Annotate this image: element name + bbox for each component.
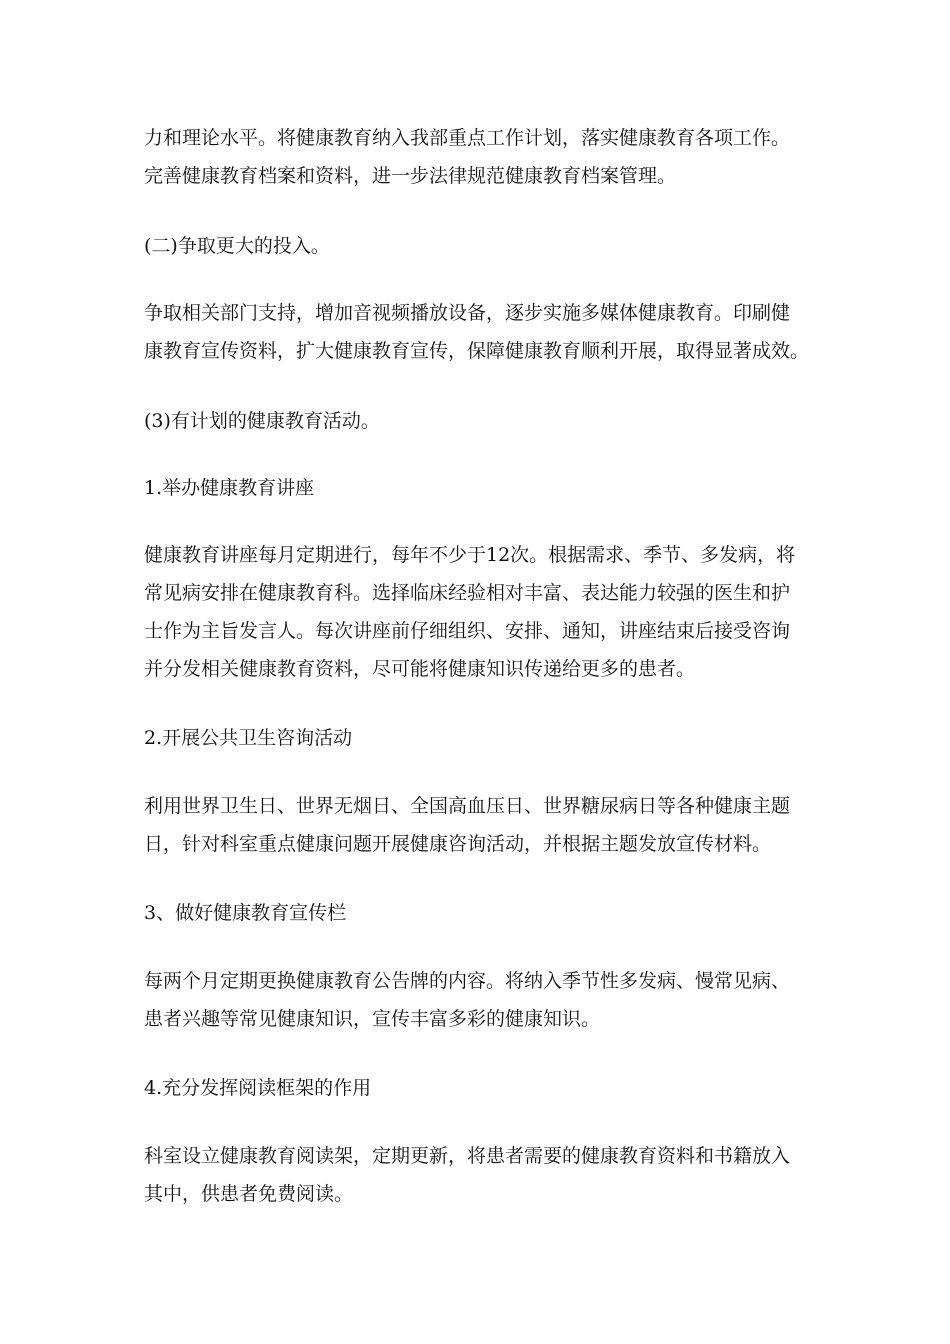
paragraph-work-plan xyxy=(144,119,814,195)
heading-lectures xyxy=(144,469,814,507)
text-line: 健康教育讲座每月定期进行，每年不少于12次。根据需求、季节、多发病，将 xyxy=(144,544,796,566)
heading-reading-rack xyxy=(144,1069,814,1107)
heading-text: (3)有计划的健康教育活动。 xyxy=(144,410,380,432)
paragraph-lectures xyxy=(144,536,814,688)
heading-consultation xyxy=(144,719,814,757)
text-line: 利用世界卫生日、世界无烟日、全国高血压日、世界糖尿病日等各种健康主题 xyxy=(144,795,791,817)
text-line: 力和理论水平。将健康教育纳入我部重点工作计划，落实健康教育各项工作。 xyxy=(144,127,791,149)
text-line: 康教育宣传资料，扩大健康教育宣传，保障健康教育顺利开展，取得显著成效。 xyxy=(144,340,810,362)
text-line: 日，针对科室重点健康问题开展健康咨询活动，并根据主题发放宣传材料。 xyxy=(144,833,772,855)
heading-investment xyxy=(144,227,814,265)
paragraph-investment xyxy=(144,294,814,370)
text-line: 其中，供患者免费阅读。 xyxy=(144,1183,354,1205)
text-line: 患者兴趣等常见健康知识，宣传丰富多彩的健康知识。 xyxy=(144,1008,601,1030)
heading-text: (二)争取更大的投入。 xyxy=(144,235,330,257)
text-line: 并分发相关健康教育资料，尽可能将健康知识传递给更多的患者。 xyxy=(144,658,696,680)
text-line: 每两个月定期更换健康教育公告牌的内容。将纳入季节性多发病、慢常见病、 xyxy=(144,970,791,992)
text-line: 士作为主旨发言人。每次讲座前仔细组织、安排、通知，讲座结束后接受咨询 xyxy=(144,620,791,642)
paragraph-bulletin-board xyxy=(144,962,814,1038)
text-line: 科室设立健康教育阅读架，定期更新，将患者需要的健康教育资料和书籍放入 xyxy=(144,1145,791,1167)
paragraph-reading-rack xyxy=(144,1137,814,1213)
text-line: 完善健康教育档案和资料，进一步法律规范健康教育档案管理。 xyxy=(144,165,677,187)
heading-planned-activities xyxy=(144,402,814,440)
paragraph-consultation xyxy=(144,787,814,863)
heading-text: 1.举办健康教育讲座 xyxy=(144,477,315,499)
heading-text: 4.充分发挥阅读框架的作用 xyxy=(144,1077,372,1099)
text-line: 常见病安排在健康教育科。选择临床经验相对丰富、表达能力较强的医生和护 xyxy=(144,582,791,604)
heading-text: 2.开展公共卫生咨询活动 xyxy=(144,727,353,749)
heading-bulletin-board xyxy=(144,894,814,932)
text-line: 争取相关部门支持，增加音视频播放设备，逐步实施多媒体健康教育。印刷健 xyxy=(144,302,791,324)
heading-text: 3、做好健康教育宣传栏 xyxy=(144,902,347,924)
